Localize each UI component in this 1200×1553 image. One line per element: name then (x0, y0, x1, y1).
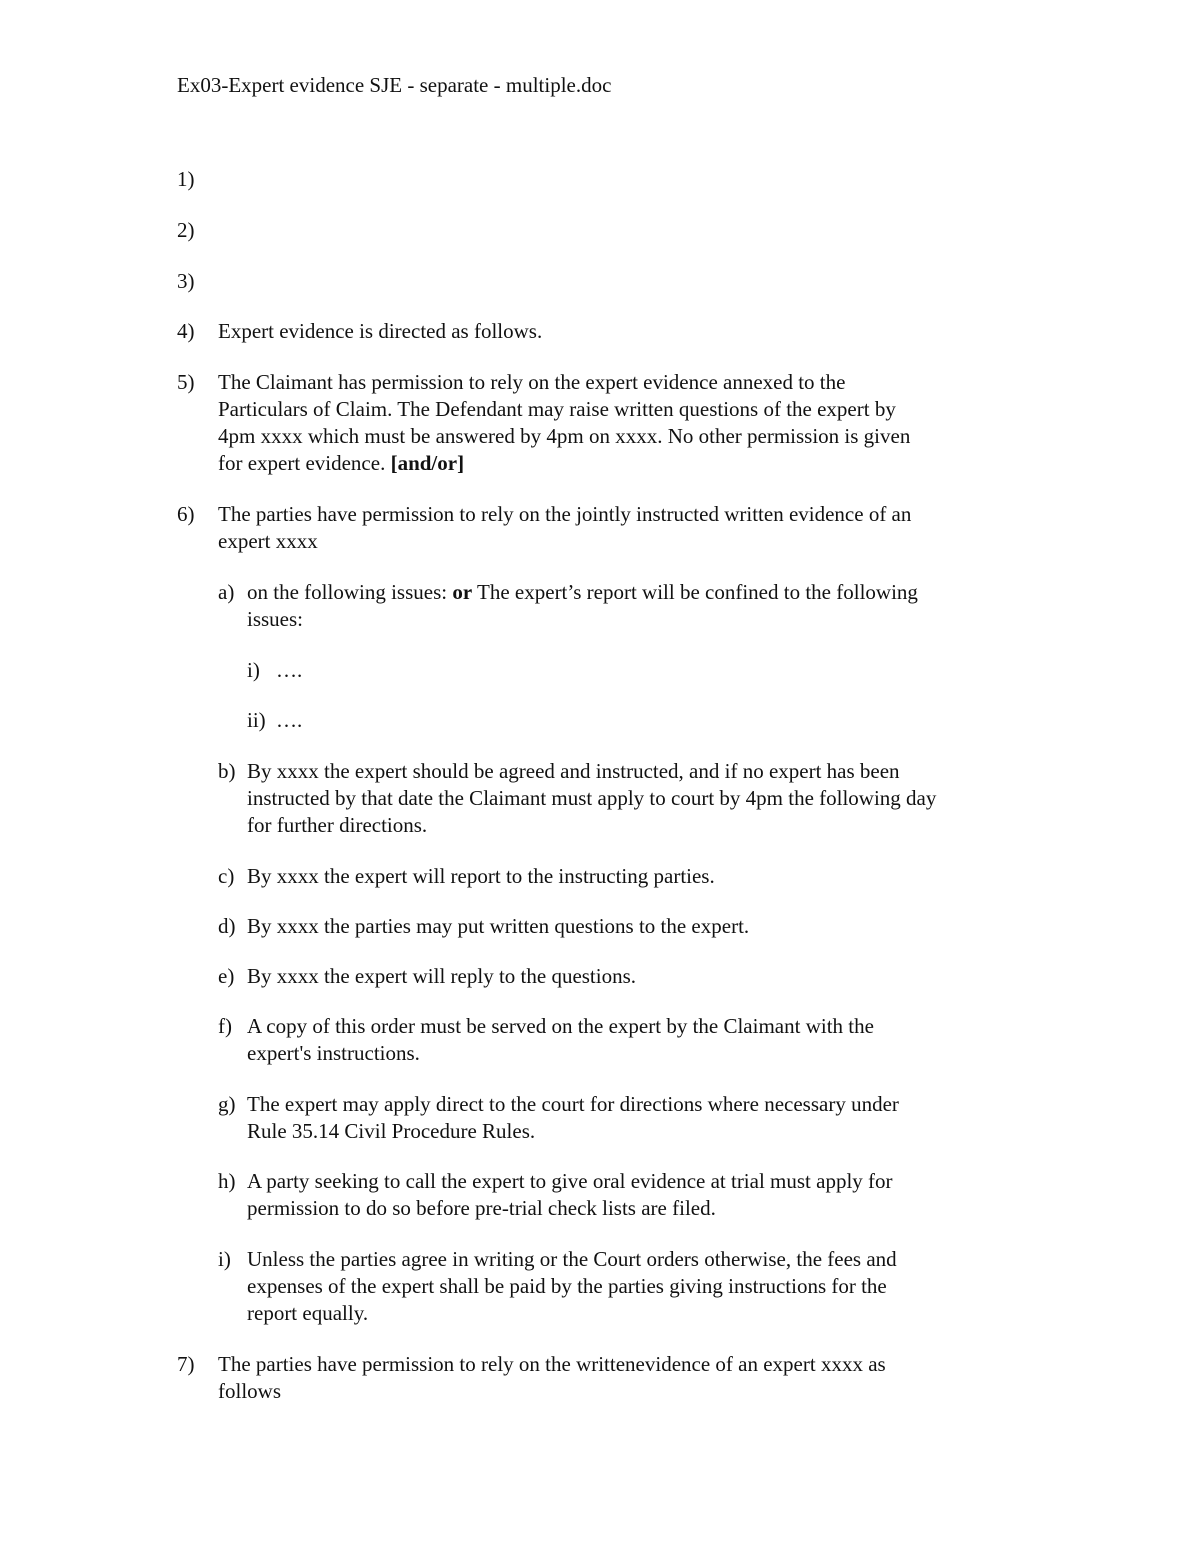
item-number: 5) (177, 370, 195, 394)
sub-item-text: on the following issues: or The expert’s report will be confined to the following issues: (247, 580, 918, 631)
sub-item-label: f) (218, 1014, 232, 1038)
sub-item-text: The expert may apply direct to the court for directions where necessary under Rule 35.14 Civil Procedure Rules. (247, 1092, 899, 1143)
item-text: The parties have permission to rely on the writtenevidence of an expert xxxx as follows (218, 1352, 886, 1403)
document-title: Ex03-Expert evidence SJE - separate - multiple.doc (177, 73, 612, 97)
sub-item-label: e) (218, 964, 235, 988)
or-emphasis: or (452, 580, 473, 604)
sub-item-text: Unless the parties agree in writing or the Court orders otherwise, the fees and expenses of the expert shall be paid by the parties giving instructions for the report equally. (247, 1247, 897, 1325)
sub-item-text: By xxxx the expert should be agreed and instructed, and if no expert has been instructed by that date the Claimant must apply to court by 4pm the following day for further directions. (247, 759, 937, 837)
item-number: 7) (177, 1352, 195, 1376)
sub-item-label: i) (218, 1247, 231, 1271)
sub-item-text: A party seeking to call the expert to give oral evidence at trial must apply for permission to do so before pre-trial check lists are filed. (247, 1169, 893, 1220)
item-number: 4) (177, 319, 195, 343)
sub-item-label: c) (218, 864, 235, 888)
item-number: 3) (177, 269, 195, 293)
item-text: The Claimant has permission to rely on the expert evidence annexed to the Particulars of Claim. The Defendant may raise written questions of the expert by 4pm xxxx which must be answered by 4pm on xxxx. No other permission is given for expert evidence. [and/or] (218, 370, 911, 475)
sub-item-label: g) (218, 1092, 236, 1116)
sub-item-text: By xxxx the expert will reply to the questions. (247, 964, 637, 988)
item-number: 2) (177, 218, 195, 242)
issue-label: i) (247, 658, 260, 682)
sub-item-label: d) (218, 914, 236, 938)
sub-item-text: A copy of this order must be served on the expert by the Claimant with the expert's instructions. (247, 1014, 874, 1065)
sub-item-text: By xxxx the expert will report to the instructing parties. (247, 864, 715, 888)
sub-item-label: b) (218, 759, 236, 783)
item-number: 6) (177, 502, 195, 526)
item-number: 1) (177, 167, 195, 191)
item-text: Expert evidence is directed as follows. (218, 319, 543, 343)
and-or-emphasis: [and/or] (390, 451, 465, 475)
issue-text: …. (276, 658, 303, 682)
sub-item-text: By xxxx the parties may put written questions to the expert. (247, 914, 750, 938)
sub-item-label: a) (218, 580, 235, 604)
item-text: The parties have permission to rely on the jointly instructed written evidence of an expert xxxx (218, 502, 912, 553)
sub-item-label: h) (218, 1169, 236, 1193)
issue-label: ii) (247, 708, 266, 732)
issue-text: …. (276, 708, 303, 732)
